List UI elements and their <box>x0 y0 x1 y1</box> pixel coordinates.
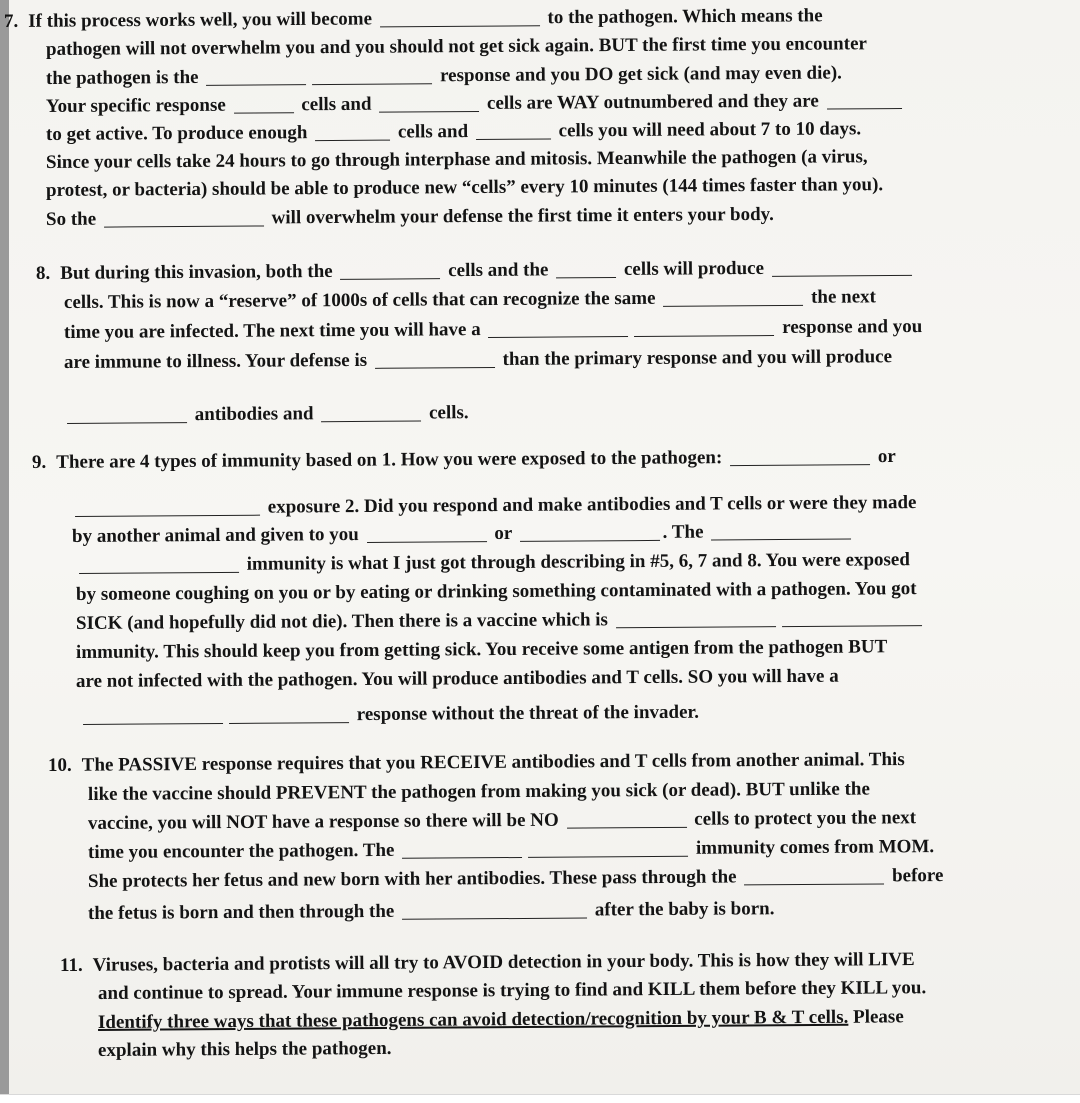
answer-blank[interactable] <box>556 261 616 278</box>
answer-blank[interactable] <box>379 95 479 113</box>
answer-blank[interactable] <box>402 841 522 859</box>
q7-line-2: pathogen will not overwhelm you and you should not get sick again. BUT the first time you encounter <box>45 33 867 60</box>
q10-line-2: like the vaccine should PREVENT the pathogen from making you sick (or dead). BUT unlike the <box>87 778 870 805</box>
answer-blank[interactable] <box>312 67 432 85</box>
q10-number: 10. <box>47 754 72 776</box>
q9-line-1: 9. There are 4 types of immunity based on 1. How you were exposed to the pathogen: or <box>31 445 896 473</box>
q9-line-9: response without the threat of the invader. <box>80 702 699 728</box>
q7-line-5: to get active. To produce enough cells and cells you will need about 7 to 10 days. <box>45 118 862 145</box>
answer-blank[interactable] <box>616 610 776 628</box>
q9-line-7: immunity. This should keep you from getting sick. You receive some antigen from the pathogen BUT <box>75 636 888 663</box>
q9-number: 9. <box>31 451 47 473</box>
answer-blank[interactable] <box>83 707 223 725</box>
q7-line-4: Your specific response cells and cells are WAY outnumbered and they are <box>46 90 905 118</box>
q9-line-8: are not infected with the pathogen. You will produce antibodies and T cells. SO you will have a <box>75 665 839 692</box>
q11-line-2: and continue to spread. Your immune response is trying to find and KILL them before they KILL you. <box>97 977 927 1004</box>
answer-blank[interactable] <box>375 351 495 369</box>
q11-line-3: Identify three ways that these pathogens can avoid detection/recognition by your B & T cells. Please <box>97 1006 904 1033</box>
answer-blank[interactable] <box>75 499 260 517</box>
answer-blank[interactable] <box>229 706 349 724</box>
answer-blank[interactable] <box>634 319 774 337</box>
answer-blank[interactable] <box>744 867 884 885</box>
q8-line-5: antibodies and cells. <box>64 402 469 427</box>
q8-line-4: are immune to illness. Your defense is than the primary response and you will produce <box>63 346 893 373</box>
q9-line-2: exposure 2. Did you respond and make antibodies and T cells or were they made <box>72 492 917 520</box>
q9-line-3: by another animal and given to you or . The <box>72 521 854 548</box>
answer-blank[interactable] <box>528 840 688 858</box>
q10-line-4: time you encounter the pathogen. The immunity comes from MOM. <box>87 836 935 863</box>
page-bottom-edge <box>0 1094 1080 1103</box>
q7-line-7: protest, or bacteria) should be able to produce new “cells” every 10 minutes (144 times faster than you). <box>45 174 884 201</box>
answer-blank[interactable] <box>488 320 628 338</box>
answer-blank[interactable] <box>663 289 803 307</box>
q8-line-2: cells. This is now a “reserve” of 1000s of cells that can recognize the same the next <box>63 286 877 313</box>
q11-number: 11. <box>59 954 83 976</box>
q11-line-4: explain why this helps the pathogen. <box>97 1037 392 1061</box>
answer-blank[interactable] <box>233 96 293 113</box>
q11-underlined-prompt: Identify three ways that these pathogens can avoid detection/recognition by your B & T cells. <box>97 1006 849 1033</box>
page-left-edge <box>0 0 9 1103</box>
q10-line-3: vaccine, you will NOT have a response so there will be NO cells to protect you the next <box>87 807 917 834</box>
q8-line-1: 8. But during this invasion, both the cells and the cells will produce <box>36 257 915 285</box>
answer-blank[interactable] <box>782 609 922 627</box>
answer-blank[interactable] <box>104 209 264 227</box>
q7-line-8: So the will overwhelm your defense the first time it enters your body. <box>45 203 774 230</box>
q11-line-1: 11. Viruses, bacteria and protists will all try to AVOID detection in your body. This is how they will LIVE <box>59 949 915 976</box>
q10-line-1: 10. The PASSIVE response requires that you RECEIVE antibodies and T cells from another animal. This <box>47 749 905 776</box>
answer-blank[interactable] <box>772 259 912 277</box>
answer-blank[interactable] <box>566 811 686 829</box>
answer-blank[interactable] <box>321 405 421 423</box>
answer-blank[interactable] <box>67 406 187 424</box>
q9-line-4: immunity is what I just got through describing in #5, 6, 7 and 8. You were exposed <box>76 549 910 577</box>
q7-line-6: Since your cells take 24 hours to go through interphase and mitosis. Meanwhile the pathogen (a virus, <box>45 146 868 173</box>
answer-blank[interactable] <box>79 556 239 574</box>
answer-blank[interactable] <box>366 525 486 543</box>
q7-line-1: 7. If this process works well, you will become to the pathogen. Which means the <box>3 5 823 32</box>
answer-blank[interactable] <box>711 523 851 541</box>
q8-number: 8. <box>35 262 51 284</box>
answer-blank[interactable] <box>402 902 587 920</box>
q7-line-3: the pathogen is the response and you DO get sick (and may even die). <box>45 62 842 89</box>
answer-blank[interactable] <box>340 262 440 280</box>
answer-blank[interactable] <box>520 524 660 542</box>
answer-blank[interactable] <box>730 448 870 466</box>
answer-blank[interactable] <box>380 9 540 27</box>
q8-line-3: time you are infected. The next time you will have a response and you <box>63 316 923 343</box>
q10-line-5: She protects her fetus and new born with her antibodies. These pass through the before <box>87 865 944 892</box>
answer-blank[interactable] <box>476 122 551 140</box>
answer-blank[interactable] <box>315 124 390 142</box>
q9-line-6: SICK (and hopefully did not die). Then there is a vaccine which is <box>76 607 925 635</box>
q7-number: 7. <box>3 10 19 32</box>
answer-blank[interactable] <box>206 68 306 86</box>
q10-line-6: the fetus is born and then through the after the baby is born. <box>87 898 775 924</box>
answer-blank[interactable] <box>826 92 901 110</box>
q9-line-5: by someone coughing on you or by eating or drinking something contaminated with a pathogen. You got <box>75 578 917 605</box>
